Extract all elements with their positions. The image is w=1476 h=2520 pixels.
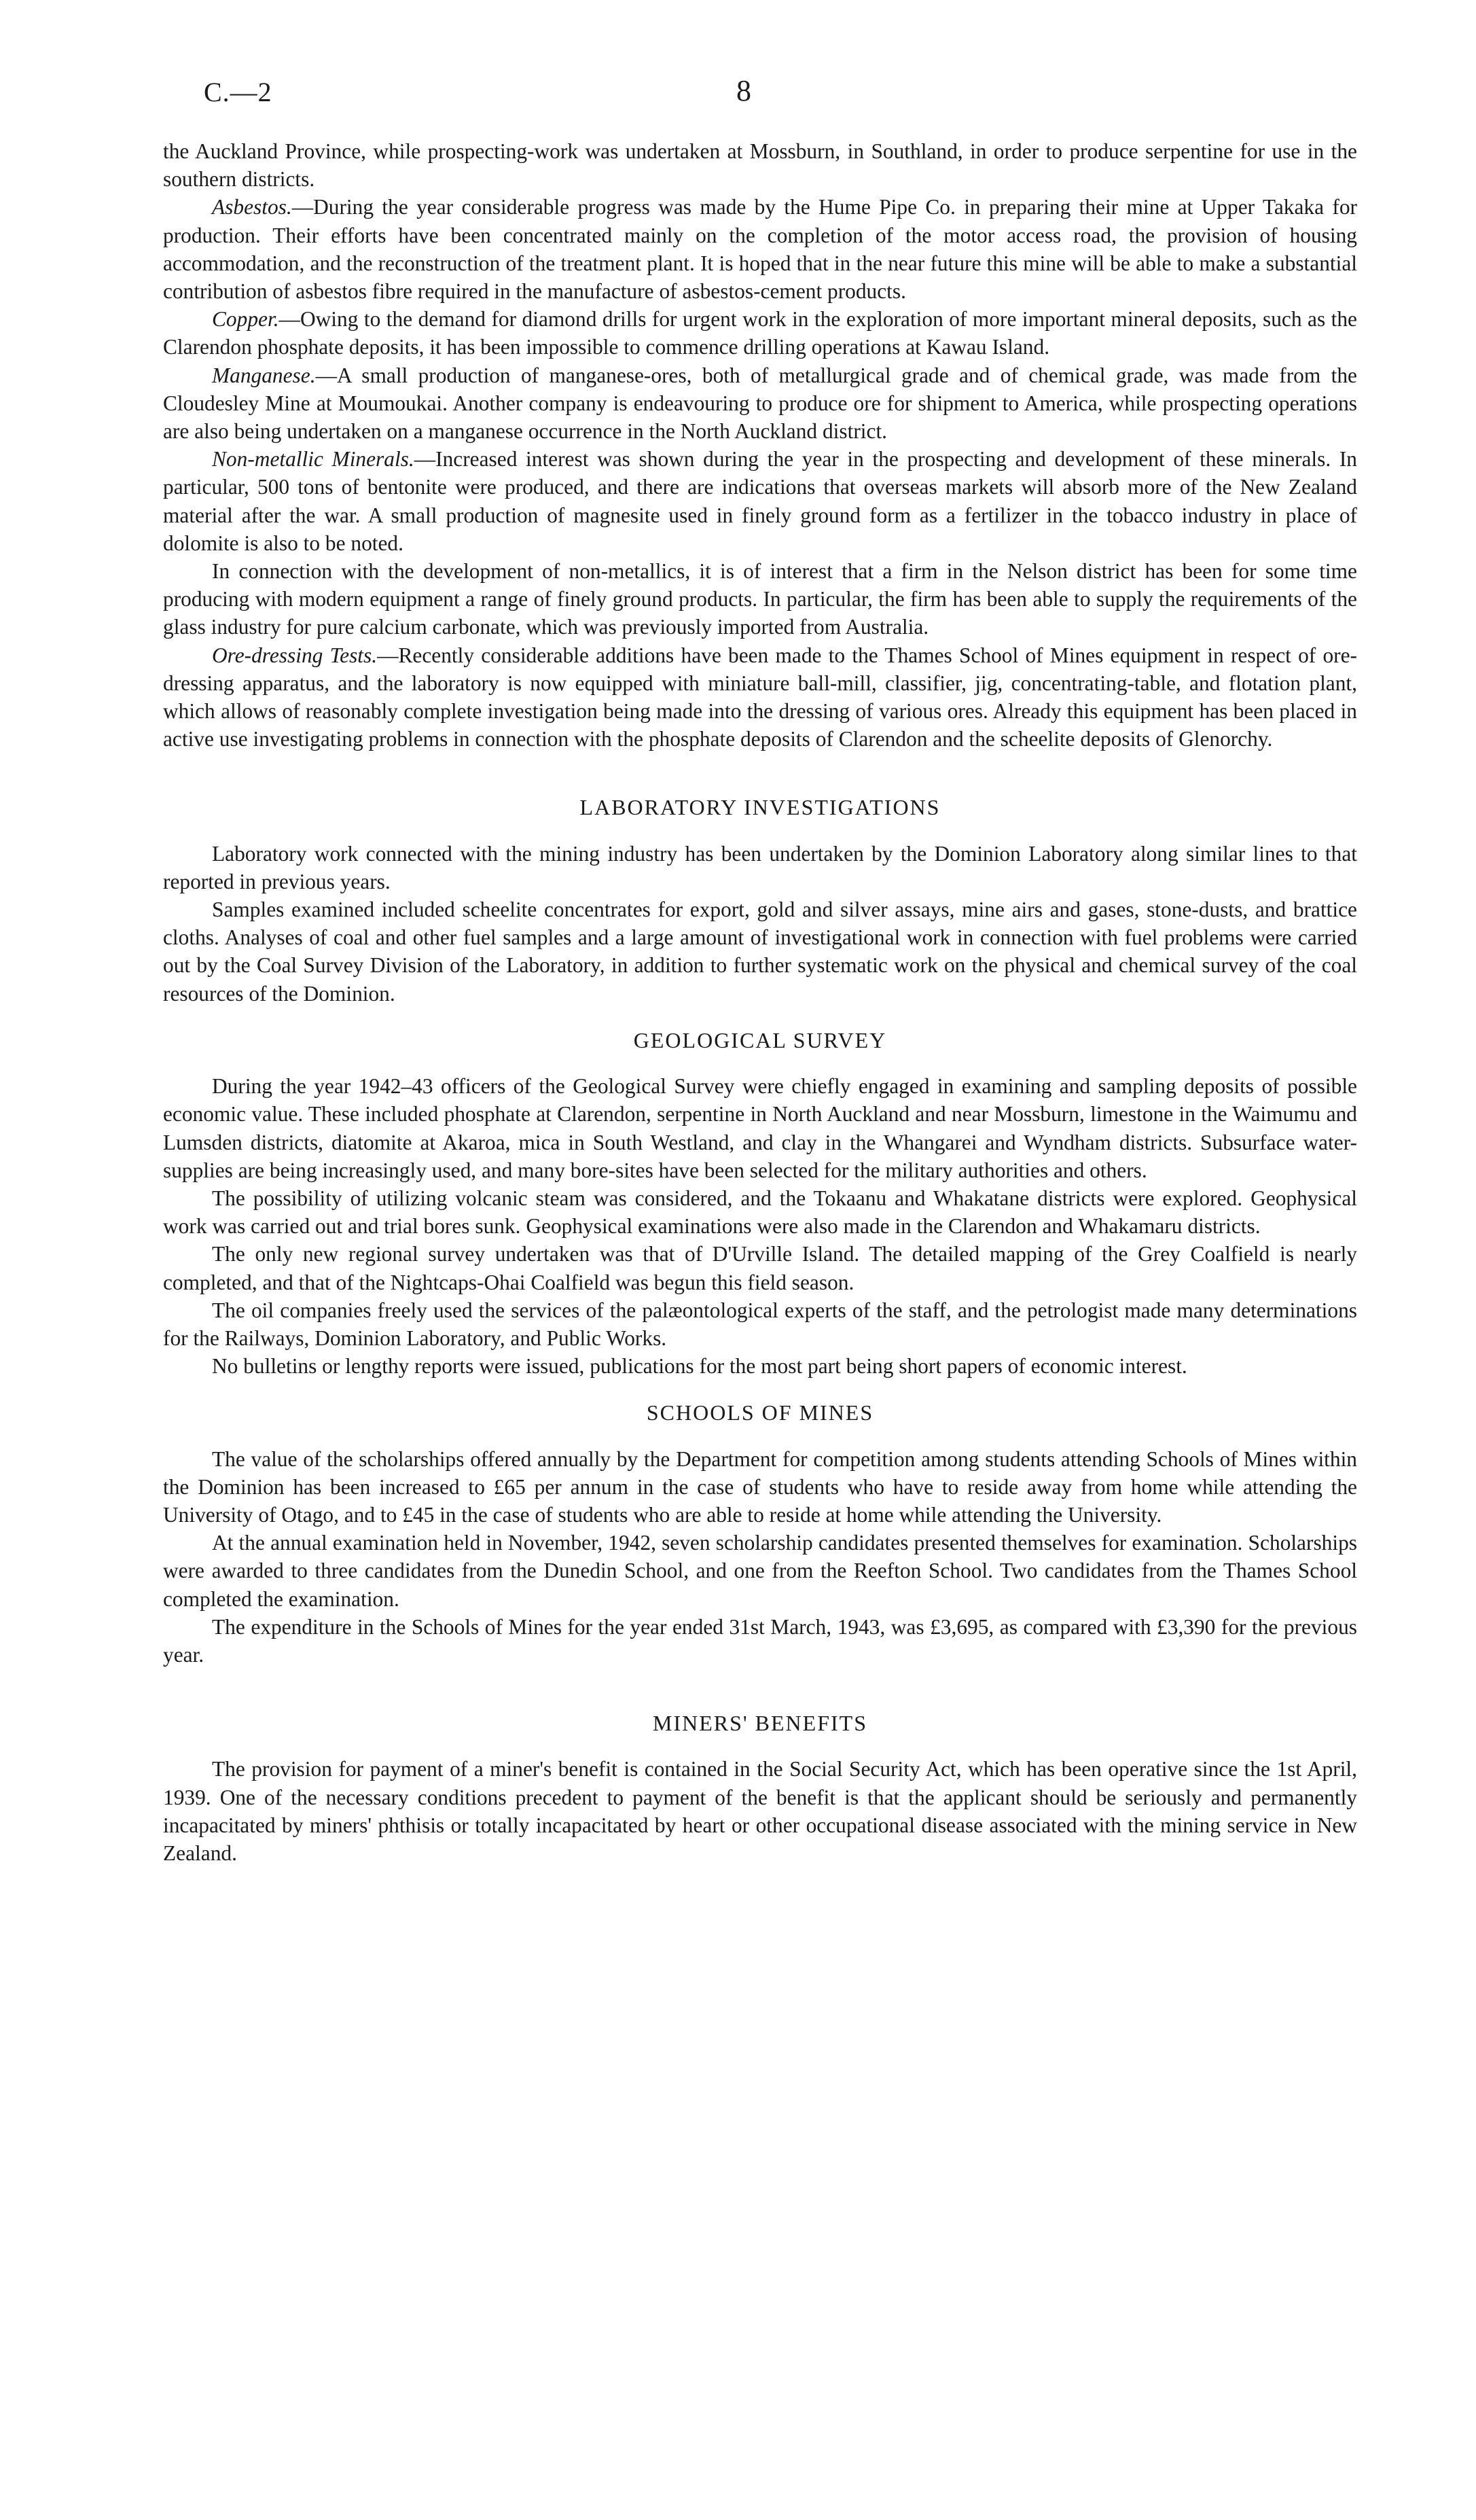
geological-paragraph-3: The only new regional survey undertaken was that of D'Urville Island. The detailed mapping of the Grey Coalfield is nearly completed, and that of the Nightcaps-Ohai Coalfield was begun this field season. xyxy=(163,1242,1357,1294)
schools-paragraph-2: At the annual examination held in November, 1942, seven scholarship candidates presented themselves for examination. Scholarships were awarded to three candidates from the Dunedin School, and one from the Reefton School. Two candidates from the Thames School completed the examination. xyxy=(163,1531,1357,1611)
ore-dressing-lead: Ore-dressing Tests. xyxy=(212,643,378,667)
ore-dressing-paragraph xyxy=(163,641,1357,753)
geological-paragraph-1: During the year 1942–43 officers of the Geological Survey were chiefly engaged in examining and sampling deposits of possible economic value. These included phosphate at Clarendon, serpentine in North Auckland and near Mossburn, limestone in the Waimumu and Lumsden districts, diatomite at Akaroa, mica in South Westland, and clay in the Whangarei and Wyndham districts. Subsurface water-supplies are being increasingly used, and many bore-sites have been selected for the military authorities and others. xyxy=(163,1074,1357,1182)
laboratory-paragraph-1: Laboratory work connected with the mining industry has been undertaken by the Dominion Laboratory along similar lines to that reported in previous years. xyxy=(163,841,1357,893)
non-metallic-paragraph xyxy=(163,445,1357,557)
ore-dressing-text: —Recently considerable additions have been made to the Thames School of Mines equipment in respect of ore-dressing apparatus, and the laboratory is now equipped with miniature ball-mill, classifier, jig, concentrating-table, and flotation plant, which allows of reasonably complete investigation being made into the dressing of various ores. Already this equipment has been placed in active use investigating problems in connection with the phosphate deposits of Clarendon and the scheelite deposits of Glenorchy. xyxy=(163,643,1358,751)
body-text xyxy=(163,137,1357,1867)
page-number: 8 xyxy=(736,74,751,107)
non-metallic-lead: Non-metallic Minerals. xyxy=(212,447,414,472)
miners-paragraph-1: The provision for payment of a miner's benefit is contained in the Social Security Act, which has been operative since the 1st April, 1939. One of the necessary conditions precedent to payment of the benefit is that the applicant should be seriously and permanently incapacitated by miners' phthisis or totally incapacitated by heart or other occupational disease associated with the mining service in New Zealand. xyxy=(163,1757,1357,1865)
geological-heading: GEOLOGICAL SURVEY xyxy=(633,1027,887,1052)
document-reference: C.—2 xyxy=(204,77,272,107)
schools-paragraph-3: The expenditure in the Schools of Mines for the year ended 31st March, 1943, was £3,695, as compared with £3,390 for the previous year. xyxy=(163,1614,1357,1667)
laboratory-heading: LABORATORY INVESTIGATIONS xyxy=(579,795,941,820)
asbestos-lead: Asbestos. xyxy=(212,195,292,219)
geological-paragraph-5: No bulletins or lengthy reports were issued, publications for the most part being short papers of economic interest. xyxy=(212,1354,1187,1379)
nelson-paragraph: In connection with the development of non-metallics, it is of interest that a firm in the Nelson district has been for some time producing with modern equipment a range of finely ground products. In particular, the firm has been able to supply the requirements of the glass industry for pure calcium carbonate, which was previously imported from Australia. xyxy=(163,559,1357,639)
schools-heading: SCHOOLS OF MINES xyxy=(646,1400,874,1425)
miners-heading: MINERS' BENEFITS xyxy=(652,1711,867,1736)
copper-text: —Owing to the demand for diamond drills for urgent work in the exploration of more important mineral deposits, such as the Clarendon phosphate deposits, it has been impossible to commence drilling operations at Kawau Island. xyxy=(163,307,1357,359)
non-metallic-text: —Increased interest was shown during the year in the prospecting and development of these minerals. In particular, 500 tons of bentonite were produced, and there are indications that overseas markets will absorb more of the New Zealand material after the war. A small production of magnesite used in finely ground form as a fertilizer in the tobacco industry in place of dolomite is also to be noted. xyxy=(163,447,1357,555)
geological-paragraph-4: The oil companies freely used the services of the palæontological experts of the staff, and the petrologist made many determinations for the Railways, Dominion Laboratory, and Public Works. xyxy=(163,1298,1357,1350)
asbestos-paragraph xyxy=(163,193,1357,305)
copper-paragraph xyxy=(163,305,1357,361)
continued-paragraph: the Auckland Province, while prospecting-work was undertaken at Mossburn, in Southland, in order to produce serpentine for use in the southern districts. xyxy=(163,139,1357,192)
manganese-text: —A small production of manganese-ores, both of metallurgical grade and of chemical grade, was made from the Cloudesley Mine at Moumoukai. Another company is endeavouring to produce ore for shipment to America, while prospecting operations are also being undertaken on a manganese occurrence in the North Auckland district. xyxy=(163,363,1357,444)
manganese-lead: Manganese. xyxy=(212,363,316,387)
asbestos-text: —During the year considerable progress was made by the Hume Pipe Co. in preparing their mine at Upper Takaka for production. Their efforts have been concentrated mainly on the completion of the motor access road, the provision of housing accommodation, and the reconstruction of the treatment plant. It is hoped that in the near future this mine will be able to make a substantial contribution of asbestos fibre required in the manufacture of asbestos-cement products. xyxy=(163,195,1357,304)
schools-paragraph-1: The value of the scholarships offered annually by the Department for competition among students attending Schools of Mines within the Dominion has been increased to £65 per annum in the case of students who have to reside away from home while attending the University of Otago, and to £45 in the case of students who are able to reside at home while attending the University. xyxy=(163,1447,1357,1527)
manganese-paragraph xyxy=(163,361,1357,446)
geological-paragraph-2: The possibility of utilizing volcanic steam was considered, and the Tokaanu and Whakatane districts were explored. Geophysical work was carried out and trial bores sunk. Geophysical examinations were also made in the Clarendon and Whakamaru districts. xyxy=(163,1186,1357,1239)
copper-lead: Copper. xyxy=(212,307,279,332)
laboratory-paragraph-2: Samples examined included scheelite concentrates for export, gold and silver assays, mine airs and gases, stone-dusts, and brattice cloths. Analyses of coal and other fuel samples and a large amount of investigational work in connection with fuel problems were carried out by the Coal Survey Division of the Laboratory, in addition to further systematic work on the physical and chemical survey of the coal resources of the Dominion. xyxy=(163,898,1357,1006)
